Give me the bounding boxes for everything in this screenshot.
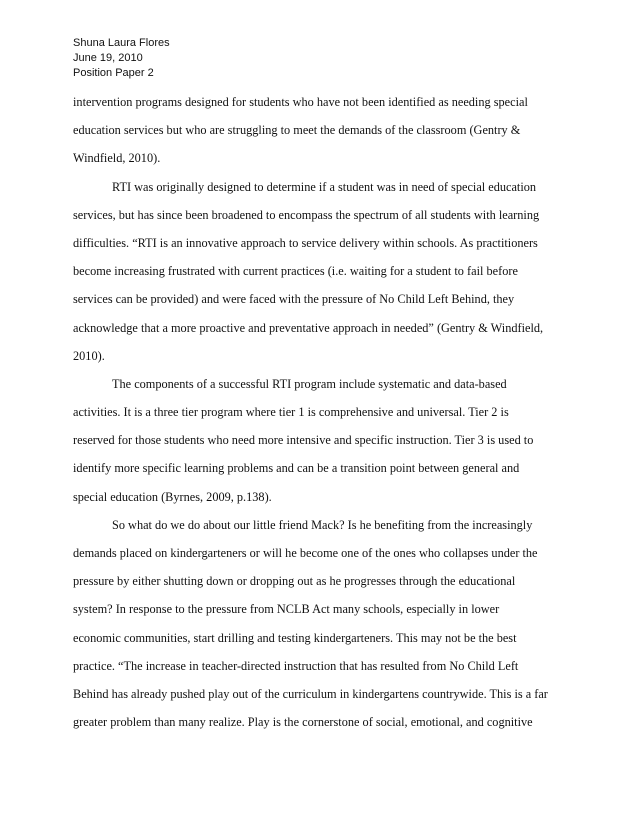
- document-title: Position Paper 2: [73, 67, 154, 79]
- body-line-6: difficulties. “RTI is an innovative approach to service delivery within schools. As practitioners: [73, 235, 538, 250]
- body-line-2: education services but who are struggling to meet the demands of the classroom (Gentry &: [73, 123, 521, 138]
- body-line-21: practice. “The increase in teacher-directed instruction that has resulted from No Child Left: [73, 658, 519, 673]
- body-line-13: reserved for those students who need more intensive and specific instruction. Tier 3 is used to: [73, 433, 534, 448]
- body-line-11: The components of a successful RTI program include systematic and data-based: [112, 376, 507, 391]
- body-line-23: greater problem than many realize. Play is the cornerstone of social, emotional, and cognitive: [73, 715, 533, 730]
- body-line-12: activities. It is a three tier program where tier 1 is comprehensive and universal. Tier 2 is: [73, 405, 509, 420]
- document-date: June 19, 2010: [73, 52, 143, 64]
- body-line-8: services can be provided) and were faced with the pressure of No Child Left Behind, they: [73, 292, 515, 307]
- body-line-7: become increasing frustrated with current practices (i.e. waiting for a student to fail before: [73, 264, 518, 279]
- body-line-4: RTI was originally designed to determine if a student was in need of special education: [112, 179, 537, 194]
- body-line-15: special education (Byrnes, 2009, p.138).: [73, 489, 272, 504]
- body-line-1: intervention programs designed for students who have not been identified as needing special: [73, 95, 528, 109]
- body-line-18: pressure by either shutting down or dropping out as he progresses through the educational: [73, 574, 516, 589]
- body-line-5: services, but has since been broadened to encompass the spectrum of all students with learning: [73, 207, 540, 222]
- body-line-19: system? In response to the pressure from NCLB Act many schools, especially in lower: [73, 602, 500, 617]
- body-line-17: demands placed on kindergarteners or will he become one of the ones who collapses under the: [73, 546, 538, 560]
- body-line-9: acknowledge that a more proactive and preventative approach in needed” (Gentry & Windfield,: [73, 320, 544, 335]
- body-line-16: So what do we do about our little friend Mack? Is he benefiting from the increasingly: [112, 517, 533, 532]
- body-line-3: Windfield, 2010).: [73, 151, 161, 166]
- body-line-22: Behind has already pushed play out of the curriculum in kindergartens countrywide. This is a far: [73, 686, 548, 701]
- body-line-14: identify more specific learning problems and can be a transition point between general and: [73, 461, 520, 476]
- author-name: Shuna Laura Flores: [73, 37, 170, 49]
- body-line-20: economic communities, start drilling and testing kindergarteners. This may not be the best: [73, 630, 517, 645]
- document-body: [73, 93, 548, 741]
- document-header: [73, 36, 170, 81]
- body-line-10: 2010).: [73, 348, 105, 363]
